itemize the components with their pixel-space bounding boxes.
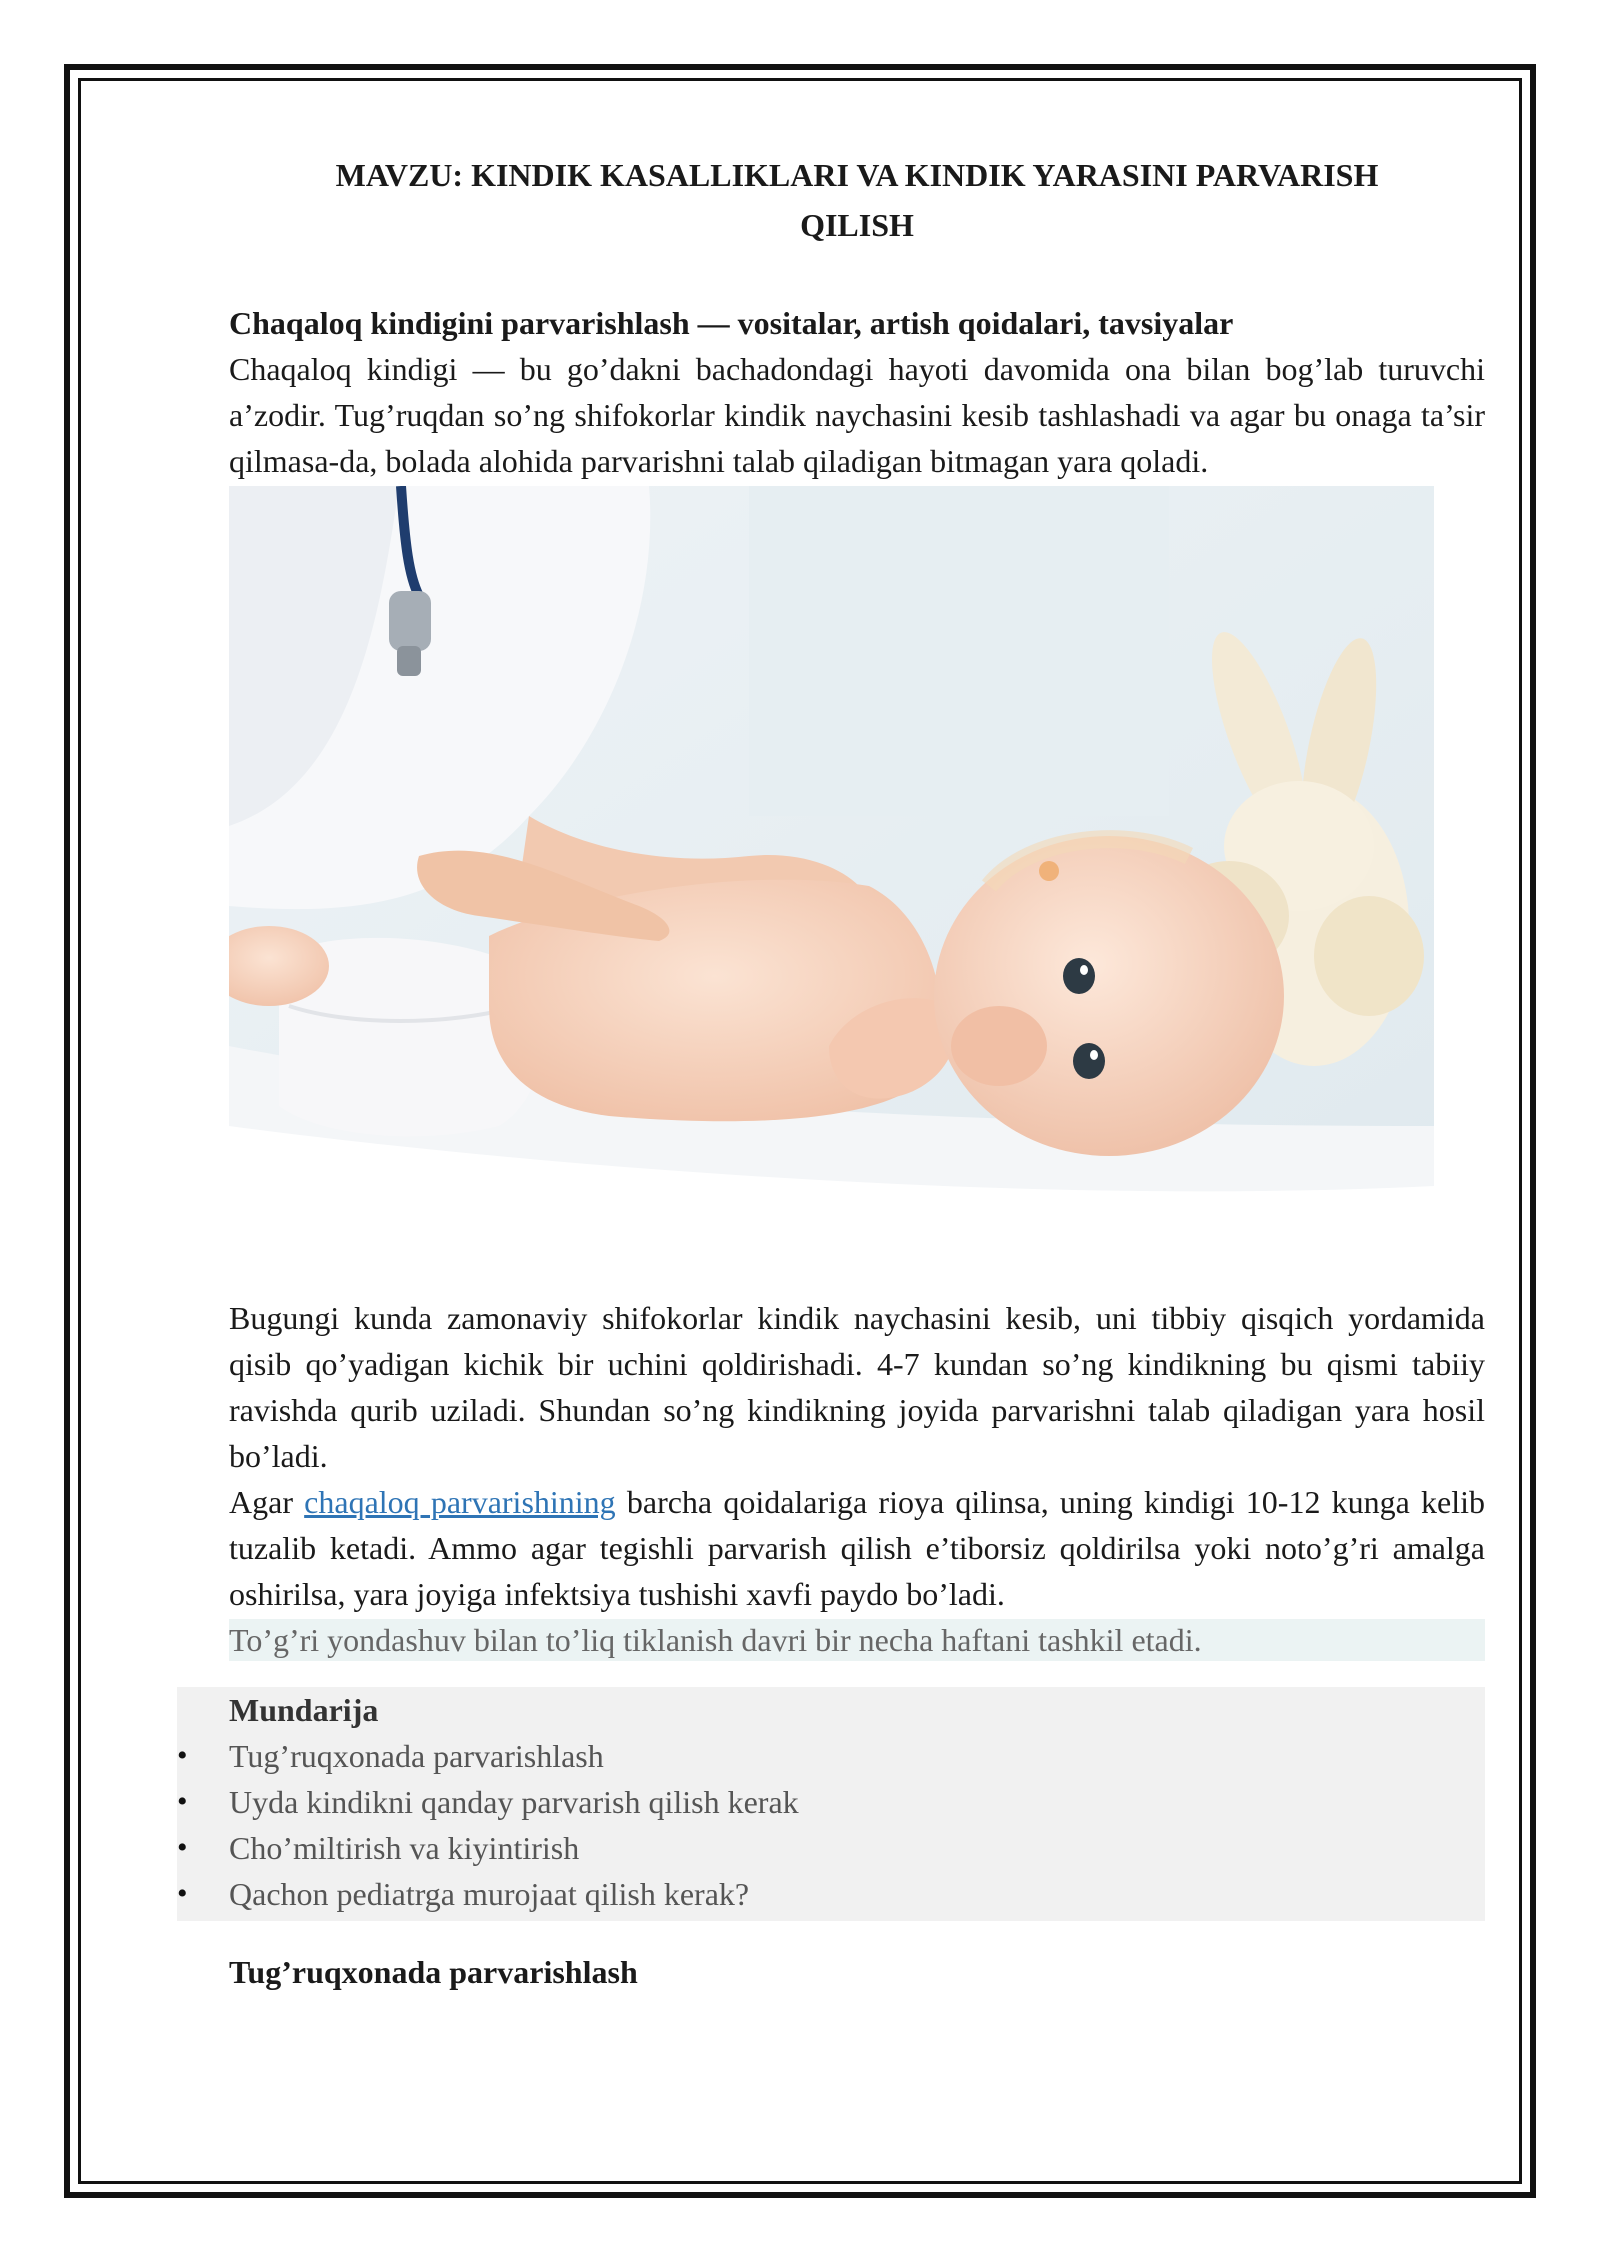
infection-paragraph — [229, 1479, 1485, 1617]
toc-list — [177, 1733, 1485, 1917]
clamp-paragraph: Bugungi kunda zamonaviy shifokorlar kindik naychasini kesib, uni tibbiy qisqich yordamida qisib qo’yadigan kichik bir uchini qoldirishadi. 4-7 kundan so’ng kindikning bu qismi tabiiy ravishda qurib uziladi. Shundan so’ng kindikning joyida parvarishni talab qiladigan yara hosil bo’ladi. — [229, 1300, 1485, 1474]
toc-item-label: Tug’ruqxonada parvarishlash — [229, 1738, 604, 1774]
baby-care-link[interactable]: chaqaloq parvarishining — [304, 1484, 616, 1520]
bullet-icon: • — [177, 1739, 188, 1772]
recovery-note: To’g’ri yondashuv bilan to’liq tiklanish davri bir necha haftani tashkil etadi. — [229, 1619, 1485, 1661]
toc-item[interactable] — [177, 1825, 1485, 1871]
toc-item-label: Uyda kindikni qanday parvarish qilish kerak — [229, 1784, 799, 1820]
intro-paragraph: Chaqaloq kindigi — bu go’dakni bachadondagi hayoti davomida ona bilan bog’lab turuvchi a’zodir. Tug’ruqdan so’ng shifokorlar kindik naychasini kesib tashlashadi va agar bu onaga ta’sir qilmasa-da, bolada alohida parvarishni talab qiladigan bitmagan yara qoladi. — [229, 351, 1485, 479]
toc-item[interactable] — [177, 1871, 1485, 1917]
title-line-1: MAVZU: KINDIK KASALLIKLARI VA KINDIK YARASINI PARVARISH — [335, 157, 1379, 193]
baby-examination-photo — [229, 486, 1434, 1289]
toc-item[interactable] — [177, 1733, 1485, 1779]
toc-item-label: Cho’miltirish va kiyintirish — [229, 1830, 580, 1866]
bullet-icon: • — [177, 1785, 188, 1818]
bullet-icon: • — [177, 1831, 188, 1864]
infection-paragraph-start: Agar — [229, 1484, 305, 1520]
section-heading-care: Chaqaloq kindigini parvarishlash — vositalar, artish qoidalari, tavsiyalar — [229, 305, 1234, 341]
document-content — [177, 150, 1486, 1995]
section-heading-maternity: Tug’ruqxonada parvarishlash — [229, 1954, 638, 1990]
toc-item[interactable] — [177, 1779, 1485, 1825]
bullet-icon: • — [177, 1877, 188, 1910]
title-line-2: QILISH — [800, 207, 914, 243]
toc-heading: Mundarija — [229, 1692, 379, 1728]
table-of-contents — [177, 1687, 1485, 1921]
infection-paragraph-rest: barcha qoidalariga rioya qilinsa, uning kindigi 10-12 kunga kelib tuzalib ketadi. Ammo agar tegishli parvarish qilish e’tiborsiz qoldirilsa yoki noto’g’ri amalga oshirilsa, yara joyiga infektsiya tushishi xavfi paydo bo’ladi. — [229, 1484, 1486, 1612]
document-title — [229, 150, 1485, 250]
toc-item-label: Qachon pediatrga murojaat qilish kerak? — [229, 1876, 750, 1912]
